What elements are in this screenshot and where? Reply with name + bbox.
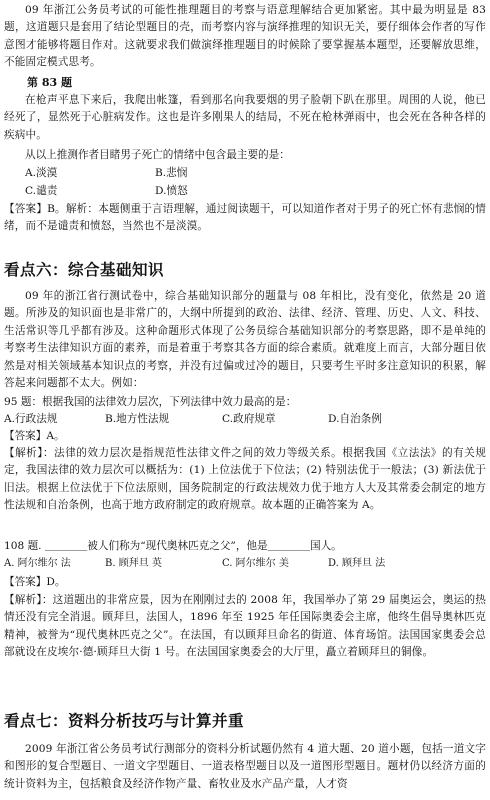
- q83-option-b: B.悲悯: [155, 167, 188, 179]
- q108-analysis: 【解析】：这道题出的非常应景，因为在刚刚过去的 2008 年，我国举办了第 29 届奥运会，奥运的热情还没有完全消退。顾拜旦，法国人，1896 年至 1925 年任国际奥委会主席，他终生倡导奥林匹克精神，被誉为“现代奥林匹克之父”。在法国，有以顾拜旦命名的街道、体育场馆。法国国家奥委会总部就设在皮埃尔·德·顾拜旦大街 1 号。在法国国家奥委会的大厅里，矗立着顾拜旦的铜像。: [4, 594, 486, 659]
- q95-question: 95 题：根据我国的法律效力层次，下列法律中效力最高的是：: [4, 396, 297, 408]
- q95-analysis: 【解析】：法律的效力层次是指规范性法律文件之间的效力等级关系。根据我国《立法法》的有关规定，我国法律的效力层次可以概括为：(1) 上位法优于下位法；(2) 特别法优于一般法；(3) 新法优于旧法。根据上位法优于下位法原则，国务院制定的行政法规效力优于地方人大及其常委会制定的地方性法规和自治条例，也高于地方政府制定的政府规章。故本题的正确答案为 A。: [4, 447, 486, 512]
- q83-passage: 在枪声平息下来后，我爬出帐篷，看到那名向我要烟的男子脸朝下趴在那里。周围的人说，他已经死了，显然死于心脏病发作。这也是许多刚果人的结局，不死在枪林弹雨中，也会死在各种各样的疾病中。: [4, 94, 486, 141]
- q108-option-a: A. 阿尔维尔 法: [4, 558, 71, 569]
- sec2-intro-paragraph: 09 年的浙江省行测试卷中，综合基础知识部分的题量与 08 年相比，没有变化，依然是 20 道题。所涉及的知识面也是非常广的，大纲中所提到的政治、法律、经济、管理、历史、人文、科技、生活常识等几乎都有涉及。这种命题形式体现了公务员综合基础知识部分的考察思路，即不是单纯的考察考生法律知识方面的素养，而是着重于考察其各方面的综合素质。就难度上而言，大部分题目依然是对相关领域基本知识点的考察，并没有过偏或过冷的题目，只要考生平时多注意知识的积累，解答起来问题都不太大。例如：: [4, 290, 486, 390]
- q95-option-b: B.地方性法规: [105, 413, 170, 425]
- q108-option-b: B. 顾拜旦 英: [105, 558, 162, 569]
- q95-option-d: D.自治条例: [328, 413, 382, 425]
- q95-answer: 【答案】A。: [4, 430, 65, 442]
- q95-option-a: A.行政法规: [4, 413, 58, 425]
- section-heading-seven: 看点七：资料分析技巧与计算并重: [4, 712, 245, 730]
- sec3-intro-paragraph: 2009 年浙江省公务员考试行测部分的资料分析试题仍然有 4 道大题、20 道小题，包括一道文字和图形的复合型题目、一道文字型题目、一道表格型题目以及一道图形型题目。题材仍以经济方面的统计资料为主，包括粮食及经济作物产量、畜牧业及水产品产量，人才资: [4, 743, 486, 790]
- q83-option-d: D.愤怒: [155, 185, 188, 197]
- q83-title: 第 83 题: [27, 76, 72, 89]
- q83-answer: 【答案】B。解析：本题侧重于言语理解，通过阅读题干，可以知道作者对于男子的死亡怀有悲悯的情绪，而不是谴责和愤怒，当然也不是淡漠。: [4, 203, 486, 233]
- q108-option-c: C. 阿尔维尔 美: [222, 558, 289, 569]
- sec1-intro-paragraph: 09 年浙江公务员考试的可能性推理题目的考察与语意理解结合更加紧密。其中最为明显是 83 题，这道题只是套用了结论型题目的壳，而考察内容与演绎推理的知识无关，要仔细体会作者的写作意图才能够将题目作对。这就要求我们做演绎推理题目的时候除了要掌握基本题型，还要解放思维，不能固定模式思考。: [4, 4, 486, 69]
- q108-question: 108 题. ＿＿＿＿被人们称为“现代奥林匹克之父”，他是＿＿＿＿国人。: [4, 540, 342, 552]
- q83-option-a: A.淡漠: [25, 167, 58, 179]
- q83-option-c: C.谴责: [25, 185, 58, 197]
- q108-option-d: D. 顾拜旦 法: [328, 558, 386, 569]
- q108-answer: 【答案】D。: [4, 576, 66, 588]
- q83-question: 从以上推测作者目睹男子死亡的情绪中包含最主要的是：: [25, 149, 290, 161]
- q95-option-c: C.政府规章: [222, 413, 276, 425]
- section-heading-six: 看点六：综合基础知识: [4, 261, 165, 279]
